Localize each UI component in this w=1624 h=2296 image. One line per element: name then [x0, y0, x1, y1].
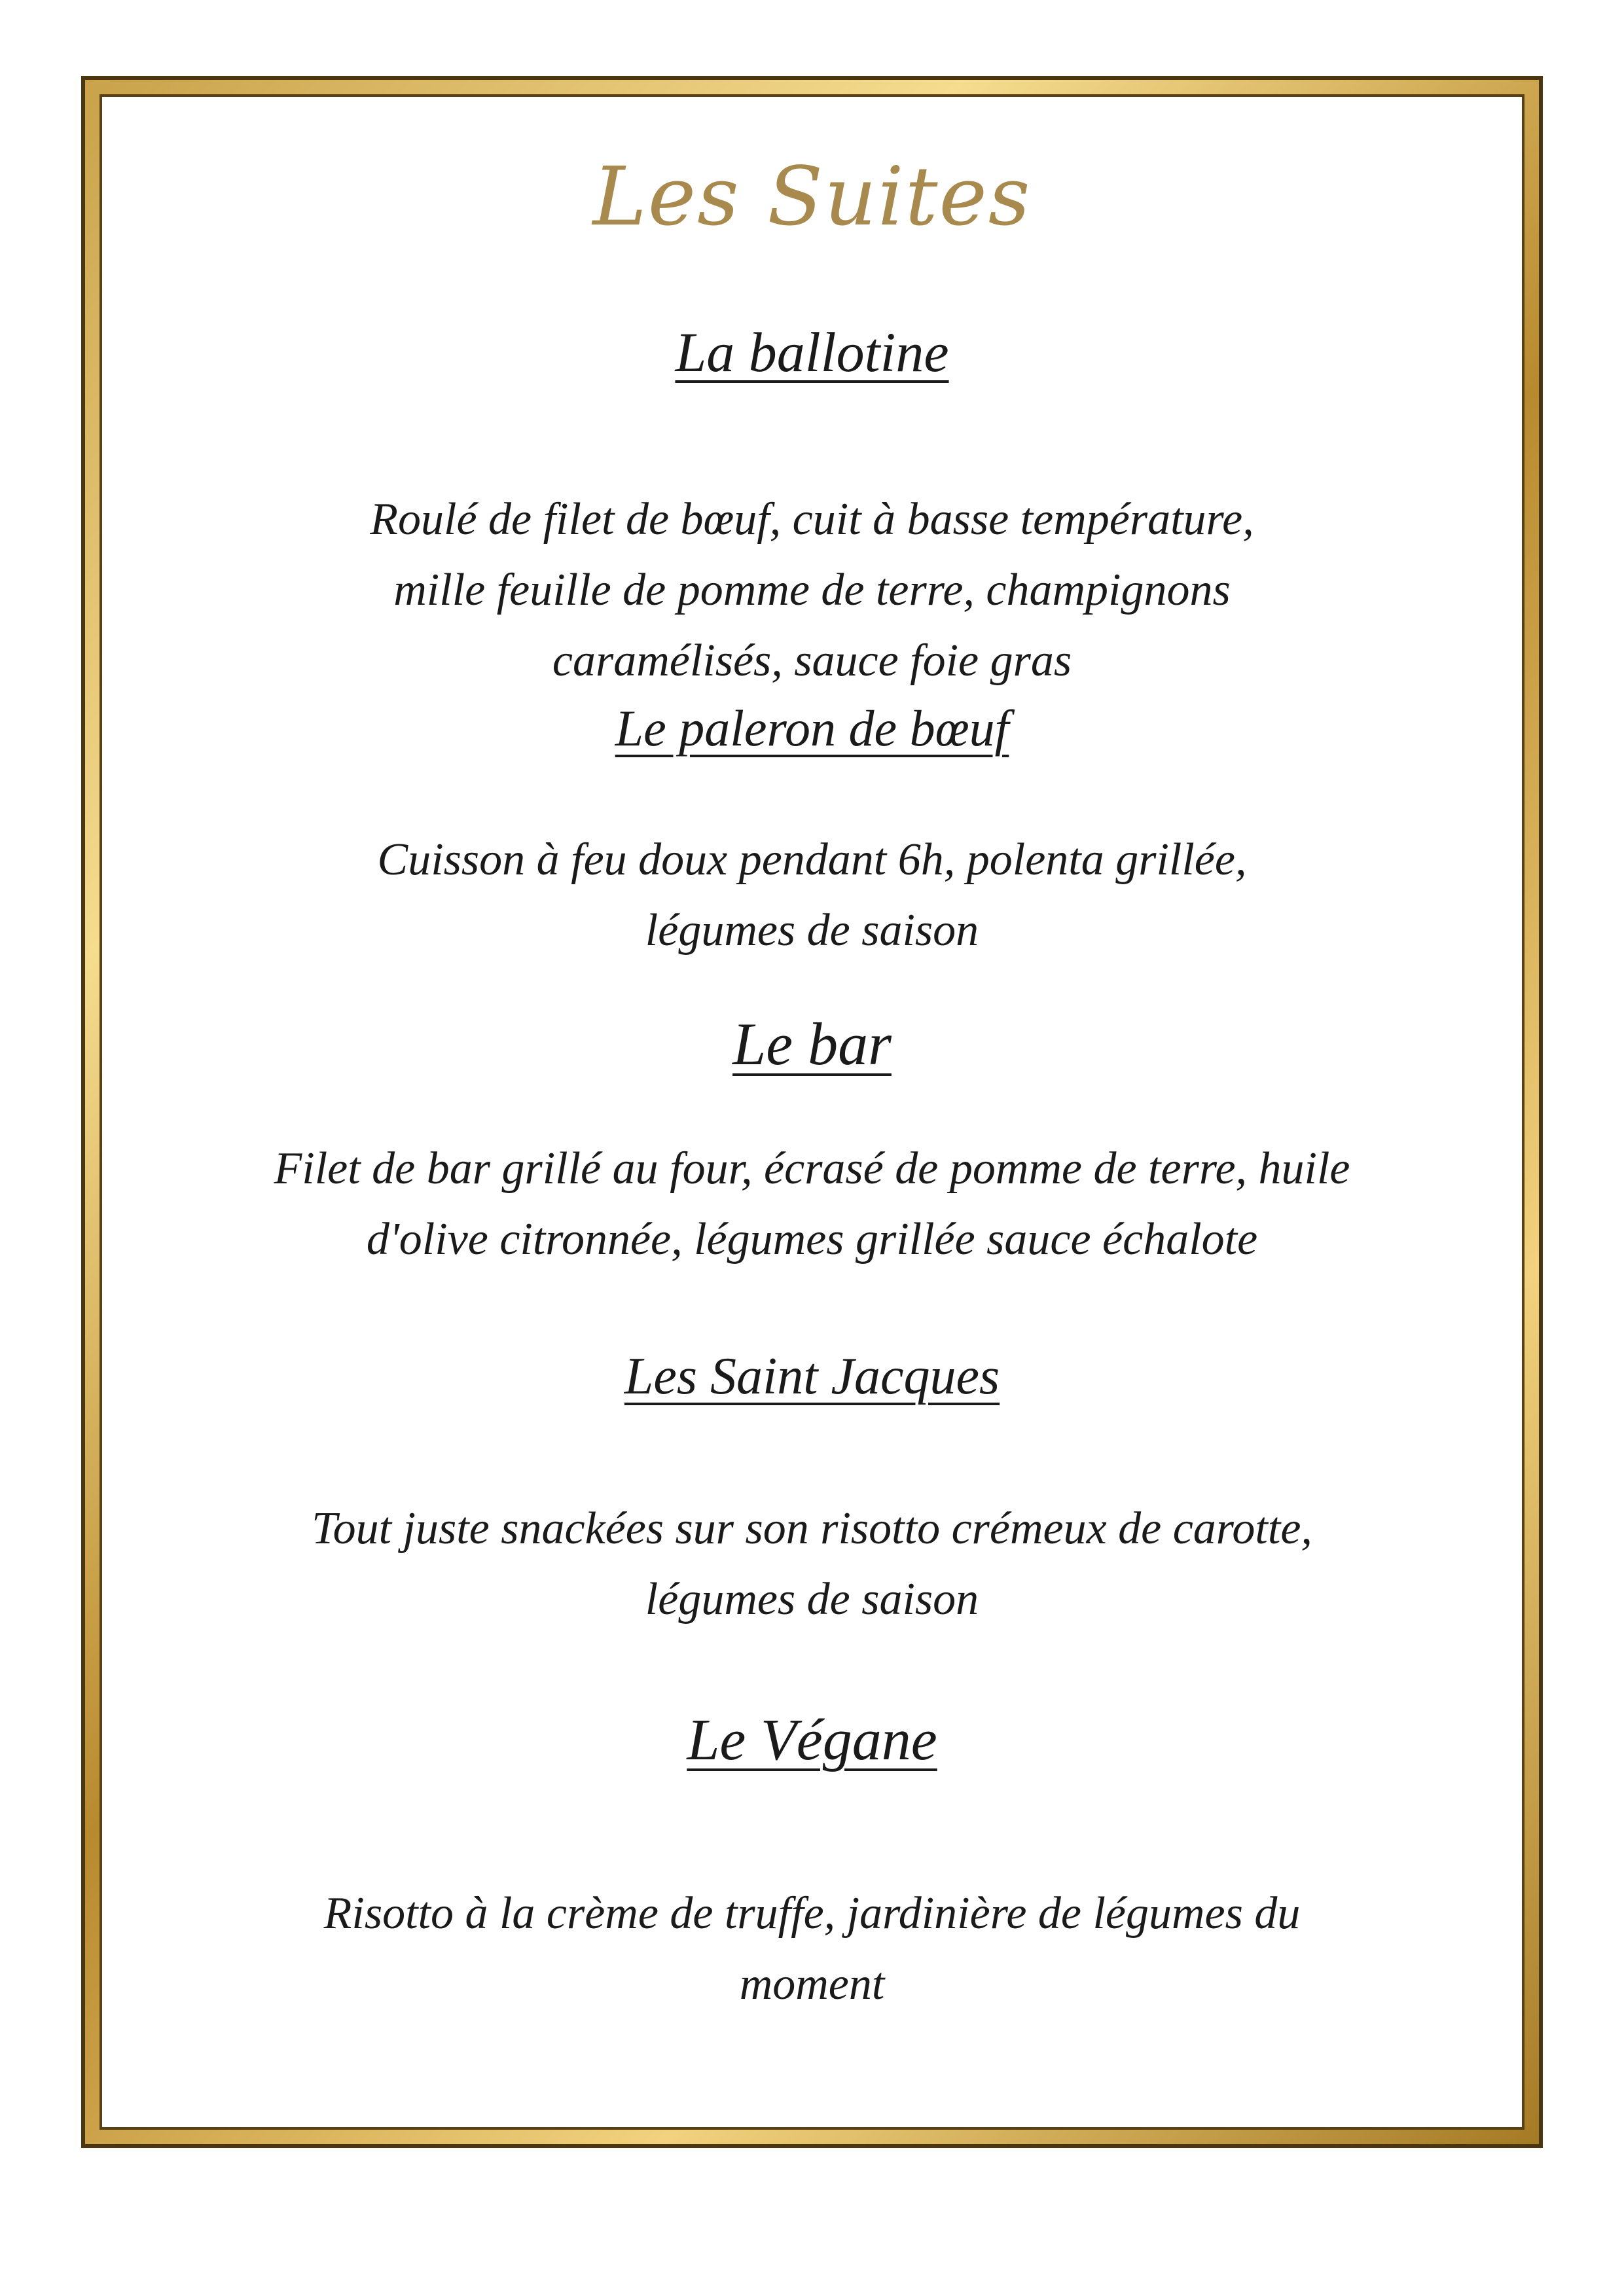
description-line: légumes de saison [645, 1574, 979, 1624]
dish-name-vegane: Le Végane [687, 1708, 937, 1772]
description-line: mille feuille de pomme de terre, champignons [393, 565, 1231, 615]
description-line: caramélisés, sauce foie gras [552, 636, 1072, 686]
description-line: d'olive citronnée, légumes grillée sauce échalote [366, 1214, 1258, 1265]
dish-description-bar [102, 1134, 1522, 1275]
dish-name-ballotine: La ballotine [675, 321, 949, 384]
description-line: Roulé de filet de bœuf, cuit à basse température, [370, 494, 1254, 545]
menu-content [102, 97, 1522, 2127]
description-line: Tout juste snackées sur son risotto crémeux de carotte, [312, 1503, 1312, 1554]
gold-frame-border [81, 76, 1543, 2148]
dish-name-saint-jacques: Les Saint Jacques [624, 1348, 1000, 1405]
description-line: Filet de bar grillé au four, écrasé de pomme de terre, huile [274, 1143, 1350, 1194]
menu-page [99, 94, 1525, 2130]
dish-name-paleron: Le paleron de bœuf [615, 700, 1009, 757]
description-line: Cuisson à feu doux pendant 6h, polenta grillée, [377, 834, 1247, 885]
dish-name-bar: Le bar [732, 1011, 892, 1077]
dish-description-saint-jacques [102, 1494, 1522, 1635]
description-line: moment [739, 1959, 885, 2009]
description-line: Risotto à la crème de truffe, jardinière de légumes du [323, 1888, 1301, 1939]
dish-description-ballotine [102, 484, 1522, 696]
menu-title: Les Suites [592, 150, 1032, 244]
dish-description-vegane [102, 1878, 1522, 2020]
dish-description-paleron [102, 825, 1522, 966]
description-line: légumes de saison [645, 905, 979, 956]
